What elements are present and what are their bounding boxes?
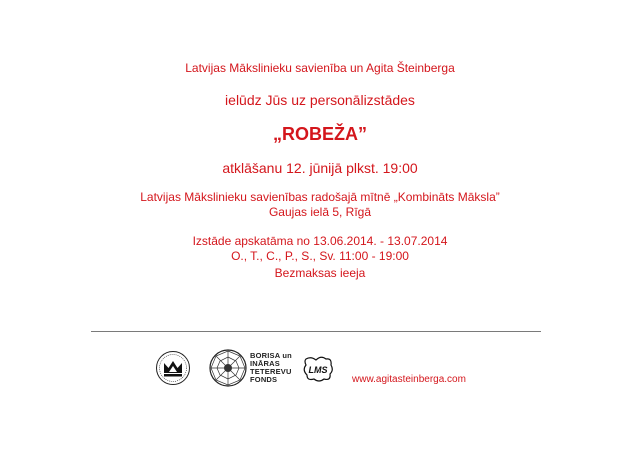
teterevu-text-line: BORISA un [250,351,292,360]
teterevu-text-line: INĀRAS [250,359,280,368]
admission-line: Bezmaksas ieeja [274,266,366,280]
divider [91,331,541,332]
organizer-line: Latvijas Mākslinieku savienība un Agita Šteinberga [185,61,455,75]
venue-line: Latvijas Mākslinieku savienības radošajā mītnē „Kombināts Māksla” [140,190,500,204]
teterevu-foundation-text [250,352,292,384]
exhibition-title: „ROBEŽA” [273,124,367,144]
lms-logo [302,355,334,383]
website-link[interactable]: www.agitasteinberga.com [352,374,466,385]
lms-logo-text: LMS [308,365,328,375]
teterevu-text-line: FONDS [250,375,278,384]
hours-line: O., T., C., P., S., Sv. 11:00 - 19:00 [231,249,409,263]
teterevu-foundation-logo [209,349,247,387]
sponsor-logos [0,345,640,395]
dates-line: Izstāde apskatāma no 13.06.2014. - 13.07.2014 [192,234,448,248]
opening-line: atklāšanu 12. jūnijā plkst. 19:00 [222,160,418,176]
address-line: Gaujas ielā 5, Rīgā [268,205,372,219]
artists-union-logo [155,350,191,386]
invitation-line: ielūdz Jūs uz personālizstādes [225,92,415,108]
teterevu-text-line: TETEREVU [250,367,292,376]
